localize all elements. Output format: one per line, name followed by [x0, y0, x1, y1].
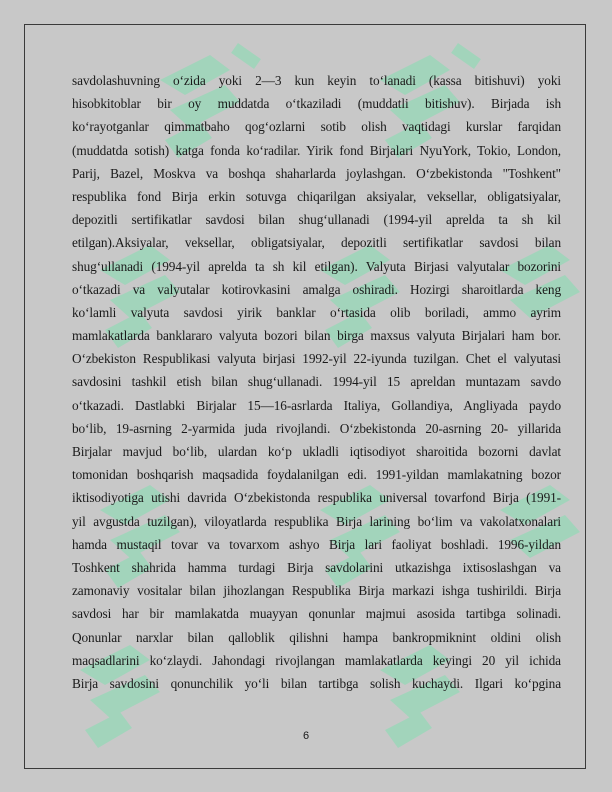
page-number: 6: [302, 730, 310, 742]
text-line: o‘tkazadi. Dastlabki Birjalar 15—16-asrlarda Italiya, Gollandiya, Angliyada paydo: [72, 397, 561, 413]
text-line: maqsadlarini ko‘zlaydi. Jahondagi rivojlangan mamlakatlarda keyingi 20 yil ichida: [72, 652, 561, 668]
text-line: zamonaviy vositalar bilan jihozlangan Respublika Birja markazi ishga tushirildi. Birja: [72, 583, 561, 599]
text-line: bo‘lib, 19-asrning 2-yarmida juda rivojlandi. O‘zbekistonda 20-asrning 20- yillarida: [72, 420, 561, 436]
text-line: respublika fond Birja erkin sotuvga chiqarilgan aksiyalar, veksellar, obligatsiyalar,: [72, 188, 561, 204]
text-line: hisobkitoblar bir oy muddatda o‘tkaziladi (muddatli bitishuv). Birjada ish: [72, 96, 561, 112]
text-line: Qonunlar narxlar bilan qalloblik qilishni hampa bankropmiknint oldini olish: [72, 629, 561, 645]
body-paragraph: [72, 69, 561, 695]
text-line: Birjalar mavjud bo‘lib, ulardan ko‘p ukladli iqtisodiyot sharoitida bozorni davlat: [72, 444, 561, 459]
text-line: depozitli sertifikatlar savdosi bilan shug‘ullanadi (1994-yil aprelda ta sh kil: [72, 212, 561, 228]
text-line: o‘tkazadi va valyutalar kotirovkasini amalga oshiradi. Hozirgi sharoitlarda keng: [72, 281, 561, 297]
text-line: ko‘rayotganlar qimmatbaho qog‘ozlarni sotib olish vaqtidagi kurslar farqidan: [72, 119, 561, 135]
text-line: (muddatda sotish) katga fonda ko‘radilar. Yirik fond Birjalari NyuYork, Tokio, London,: [72, 142, 561, 158]
text-line: savdolashuvning o‘zida yoki 2—3 kun keyin to‘lanadi (kassa bitishuvi) yoki: [72, 73, 561, 88]
text-line: Birja savdosini qonunchilik yo‘li bilan tartibga solish kuchaydi. Ilgari ko‘pgina: [72, 675, 561, 691]
text-line: Parij, Bazel, Moskva va boshqa shaharlarda joylashgan. O‘zbekistonda "Toshkent": [72, 165, 561, 181]
text-line: etilgan).Aksiyalar, veksellar, obligatsiyalar, depozitli sertifikatlar savdosi bilan: [72, 235, 561, 251]
text-line: tomonidan boshqarish maqsadida foydalanilgan edi. 1991-yildan mamlakatning bozor: [72, 467, 561, 483]
text-line: ko‘lamli valyuta savdosi yirik banklar o‘rtasida olib boriladi, ammo ayrim: [72, 304, 561, 320]
text-line: mamlakatlarda banklararo valyuta bozori bilan birga maxsus valyuta Birjalari ham bor.: [72, 328, 561, 344]
text-line: yil avgustda tuzilgan), viloyatlarda respublika Birja larining bo‘lim va vakolatxonalari: [72, 513, 561, 529]
text-line: iktisodiyotiga utishi davrida O‘zbekistonda respublika universal tovarfond Birja (1991-: [72, 490, 561, 506]
text-line: savdosi har bir mamlakatda muayyan qonunlar majmui asosida tartibga solinadi.: [72, 606, 561, 622]
text-line: hamda mustaqil tovar va tovarxom ashyo Birja lari faoliyat boshladi. 1996-yildan: [72, 536, 561, 552]
text-line: savdosini tashkil etish bilan shug‘ullanadi. 1994-yil 15 apreldan muntazam savdo: [72, 374, 561, 390]
text-line: O‘zbekiston Respublikasi valyuta birjasi 1992-yil 22-iyunda tuzilgan. Chet el valyutasi: [72, 351, 561, 367]
text-line: Toshkent shahrida hamma turdagi Birja savdolarini utkazishga ixtisoslashgan va: [72, 559, 561, 575]
text-line: shug‘ullanadi (1994-yil aprelda ta sh kil etilgan). Valyuta Birjasi valyutalar bozorini: [72, 258, 561, 274]
